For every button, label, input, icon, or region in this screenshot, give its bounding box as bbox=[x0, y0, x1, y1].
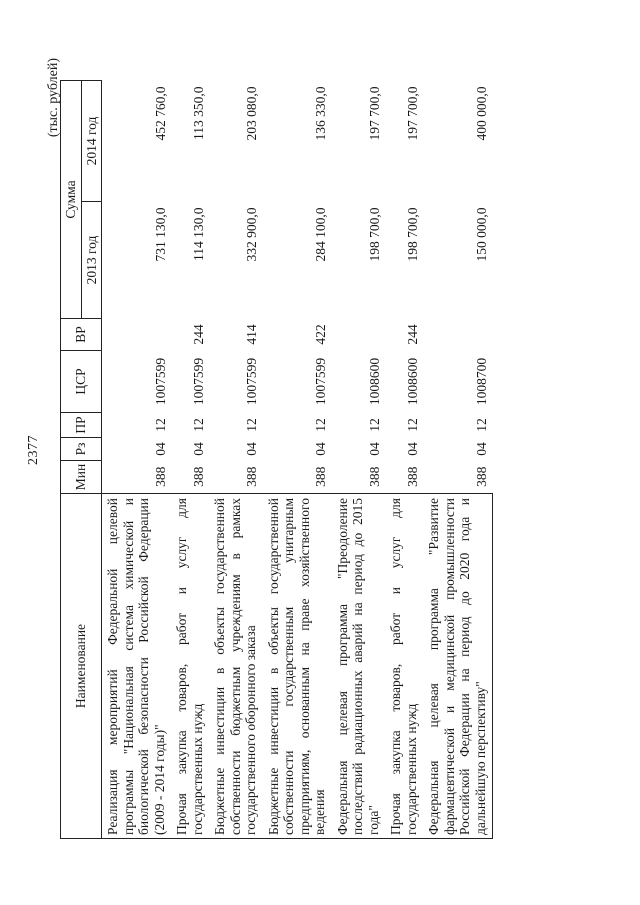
units-note: (тыс. рублей) bbox=[46, 58, 61, 138]
row-csr: 1007599 bbox=[313, 357, 328, 406]
row-sum-2014: 113 350,0 bbox=[190, 86, 206, 140]
row-name: Прочая закупка товаров, работ и услуг для государственных нужд bbox=[385, 494, 423, 839]
header-vr: ВР bbox=[61, 319, 102, 351]
row-vr: 422 bbox=[313, 324, 328, 345]
row-sum-2013: 150 000,0 bbox=[474, 207, 489, 262]
row-csr: 1007599 bbox=[244, 357, 259, 406]
row-csr: 1007599 bbox=[190, 357, 206, 406]
table-row bbox=[385, 80, 423, 838]
row-pr: 12 bbox=[244, 418, 259, 432]
header-min: Мин bbox=[61, 461, 102, 494]
table-row bbox=[102, 80, 172, 838]
table-row bbox=[332, 80, 386, 838]
row-name: Реализация мероприятий Федеральной целевой программы "Национальная система химической и биологической безопасности Российской Федерации (2009 - 2014 годы)" bbox=[102, 494, 172, 839]
table-row bbox=[423, 80, 493, 838]
row-sum-2014: 452 760,0 bbox=[152, 86, 168, 141]
row-min: 388 bbox=[244, 466, 259, 487]
row-rz: 04 bbox=[313, 442, 328, 456]
row-min: 388 bbox=[404, 466, 420, 487]
row-sum-2013: 731 130,0 bbox=[152, 207, 168, 262]
row-pr: 12 bbox=[474, 418, 489, 432]
row-pr: 12 bbox=[366, 418, 382, 432]
row-rz: 04 bbox=[244, 442, 259, 456]
row-name: Федеральная целевая программа "Преодоление последствий радиационных аварий на период до 2015 года" bbox=[332, 494, 386, 839]
table-row bbox=[171, 80, 209, 838]
row-rz: 04 bbox=[190, 442, 206, 456]
page-number: 2377 bbox=[26, 435, 41, 465]
row-sum-2014: 197 700,0 bbox=[404, 86, 420, 141]
row-vr: 244 bbox=[404, 324, 420, 345]
row-rz: 04 bbox=[366, 442, 382, 456]
header-2013: 2013 год bbox=[81, 202, 102, 319]
row-sum-2014: 203 080,0 bbox=[244, 86, 259, 141]
row-csr: 1008600 bbox=[366, 357, 382, 406]
row-csr: 1007599 bbox=[152, 357, 168, 406]
row-name: Федеральная целевая программа "Развитие фармацевтической и медицинской промышленности Российской Федерации на период до 2020 года и дальнейшую перспективу" bbox=[423, 494, 493, 839]
row-sum-2013: 198 700,0 bbox=[404, 207, 420, 262]
row-rz: 04 bbox=[152, 442, 168, 456]
row-vr: 414 bbox=[244, 324, 259, 345]
row-vr bbox=[102, 319, 172, 351]
row-rz: 04 bbox=[474, 442, 489, 456]
row-vr: 244 bbox=[190, 324, 206, 345]
row-name: Бюджетные инвестиции в объекты государственной собственности государственным унитарным предприятиям, основанным на праве хозяйственного ведения bbox=[263, 494, 332, 839]
row-name: Бюджетные инвестиции в объекты государственной собственности бюджетным учреждениям в рамках государственного оборонного заказа bbox=[209, 494, 263, 839]
row-rz: 04 bbox=[404, 442, 420, 456]
row-min: 388 bbox=[152, 466, 168, 487]
header-sum: Сумма bbox=[61, 80, 82, 318]
row-csr: 1008600 bbox=[404, 357, 420, 406]
budget-table bbox=[60, 80, 493, 839]
row-pr: 12 bbox=[152, 418, 168, 432]
row-sum-2013: 114 130,0 bbox=[190, 207, 206, 261]
row-pr: 12 bbox=[313, 418, 328, 432]
row-name: Прочая закупка товаров, работ и услуг для государственных нужд bbox=[171, 494, 209, 839]
header-row bbox=[61, 80, 82, 838]
row-vr bbox=[423, 319, 493, 351]
header-name: Наименование bbox=[61, 494, 102, 839]
header-pr: ПР bbox=[61, 413, 102, 438]
row-min: 388 bbox=[190, 466, 206, 487]
row-min: 388 bbox=[474, 466, 489, 487]
row-pr: 12 bbox=[190, 418, 206, 432]
row-sum-2013: 284 100,0 bbox=[313, 207, 328, 262]
table-body bbox=[102, 80, 493, 838]
row-min: 388 bbox=[313, 466, 328, 487]
row-csr: 1008700 bbox=[474, 357, 489, 406]
row-pr: 12 bbox=[404, 418, 420, 432]
header-csr: ЦСР bbox=[61, 351, 102, 413]
table-row bbox=[263, 80, 332, 838]
row-sum-2014: 197 700,0 bbox=[366, 86, 382, 141]
row-min: 388 bbox=[366, 466, 382, 487]
row-sum-2013: 198 700,0 bbox=[366, 207, 382, 262]
table-row bbox=[209, 80, 263, 838]
header-2014: 2014 год bbox=[81, 80, 102, 201]
header-rz: Рз bbox=[61, 438, 102, 461]
row-sum-2014: 136 330,0 bbox=[313, 86, 328, 141]
row-sum-2014: 400 000,0 bbox=[474, 86, 489, 141]
row-vr bbox=[332, 319, 386, 351]
row-sum-2013: 332 900,0 bbox=[244, 207, 259, 262]
